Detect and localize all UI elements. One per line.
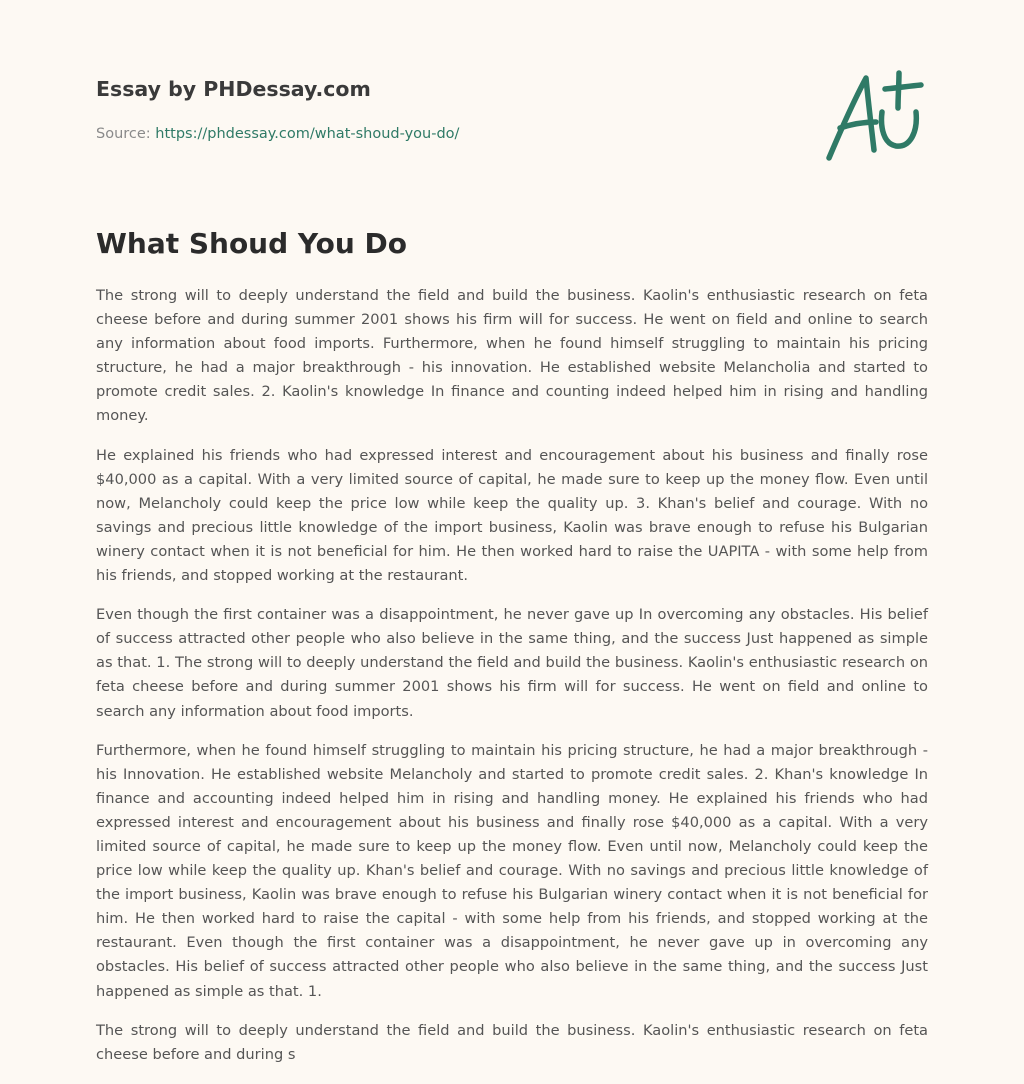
essay-paragraph: Furthermore, when he found himself struggling to maintain his pricing structure, he had a major breakthrough - his Innovation. He established website Melancholy and started to promote credit sales. 2. Khan's knowledge In finance and accounting indeed helped him in rising and handling money. He explained his friends who had expressed interest and encouragement about his business and finally rose $40,000 as a capital. With a very limited source of capital, he made sure to keep up the money flow. Even until now, Melancholy could keep the price low while keep the quality up. Khan's belief and courage. With no savings and precious little knowledge of the import business, Kaolin was brave enough to refuse his Bulgarian winery contact when it is not beneficial for him. He then worked hard to raise the capital - with some help from his friends, and stopped working at the restaurant. Even though the first container was a disappointment, he never gave up in overcoming any obstacles. His belief of success attracted other people who also believe in the same thing, and the success Just happened as simple as that. 1. [96,741,928,1000]
essay-paragraph: The strong will to deeply understand the field and build the business. Kaolin's enthusiastic research on feta cheese before and during summer 2001 shows his firm will for success. He went on field and online to search any information about food imports. Furthermore, when he found himself struggling to maintain his pricing structure, he had a major breakthrough - his innovation. He established website Melancholia and started to promote credit sales. 2. Kaolin's knowledge In finance and counting indeed helped him in rising and handling money. [96,287,928,425]
page-title: What Shoud You Do [96,227,408,260]
essay-paragraph: The strong will to deeply understand the field and build the business. Kaolin's enthusiastic research on feta cheese before and during s [96,1021,928,1063]
source-label: Source: [96,126,156,142]
essay-header [96,74,796,144]
source-link[interactable]: https://phdessay.com/what-shoud-you-do/ [155,126,460,142]
site-title: Essay by PHDessay.com [96,77,371,101]
essay-paragraph: He explained his friends who had expressed interest and encouragement about his business and finally rose $40,000 as a capital. With a very limited source of capital, he made sure to keep up the money flow. Even until now, Melancholy could keep the price low while keep the quality up. 3. Khan's belief and courage. With no savings and precious little knowledge of the import business, Kaolin was brave enough to refuse his Bulgarian winery contact when it is not beneficial for him. He then worked hard to raise the UAPITA - with some help from his friends, and stopped working at the restaurant. [96,446,928,585]
essay-body [96,284,928,1082]
essay-paragraph: Even though the first container was a disappointment, he never gave up In overcoming any obstacles. His belief of success attracted other people who also believe in the same thing, and the success Just happened as simple as that. 1. The strong will to deeply understand the field and build the business. Kaolin's enthusiastic research on feta cheese before and during summer 2001 shows his firm will for success. He went on field and online to search any information about food imports. [96,606,928,720]
source-line [96,124,796,144]
a-plus-grade-icon [818,66,930,168]
